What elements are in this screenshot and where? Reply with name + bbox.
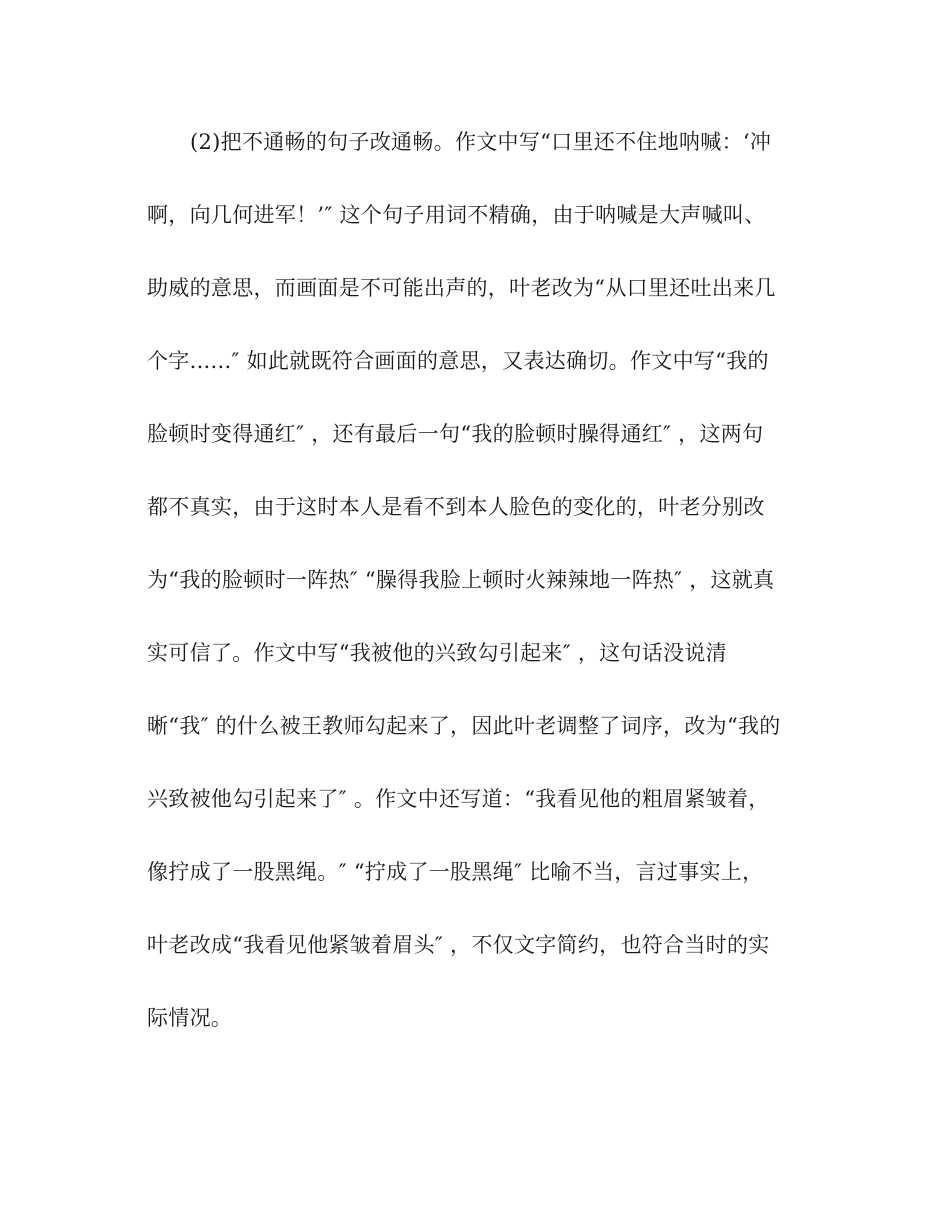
paragraph-line-10: 兴致被他勾引起来了″ 。作文中还写道：“我看见他的粗眉紧皱着， — [147, 787, 770, 811]
paragraph-line-13: 际情况。 — [147, 1006, 233, 1030]
paragraph-line-11: 像拧成了一股黑绳。″ “拧成了一股黑绳″ 比喻不当，言过事实上， — [147, 860, 764, 884]
paragraph-line-8: 实可信了。作文中写“我被他的兴致勾引起来″ ，这句话没说清 — [147, 641, 727, 665]
paragraph-line-3: 助威的意思，而画面是不可能出声的，叶老改为“从口里还吐出来几 — [147, 276, 776, 300]
paragraph-line-12: 叶老改成“我看见他紧皱着眉头″ ，不仅文字简约，也符合当时的实 — [147, 933, 770, 957]
paragraph-line-5: 脸顿时变得通红″ ，还有最后一句“我的脸顿时臊得通红″ ，这两句 — [147, 422, 764, 446]
paragraph-line-9: 晰“我″ 的什么被王教师勾起来了，因此叶老调整了词序，改为“我的 — [147, 714, 781, 738]
paragraph-line-7: 为“我的脸顿时一阵热″ “臊得我脸上顿时火辣辣地一阵热″ ，这就真 — [147, 568, 775, 592]
paragraph-line-4: 个字......″ 如此就既符合画面的意思，又表达确切。作文中写“我的 — [147, 349, 769, 373]
paragraph-line-2: 啊，向几何进军！’″ 这个句子用词不精确，由于呐喊是大声喊叫、 — [147, 203, 766, 227]
paragraph-line-1: (2)把不通畅的句子改通畅。作文中写“口里还不住地呐喊：‘冲 — [190, 130, 772, 154]
paragraph-line-6: 都不真实，由于这时本人是看不到本人脸色的变化的，叶老分别改 — [147, 495, 765, 519]
